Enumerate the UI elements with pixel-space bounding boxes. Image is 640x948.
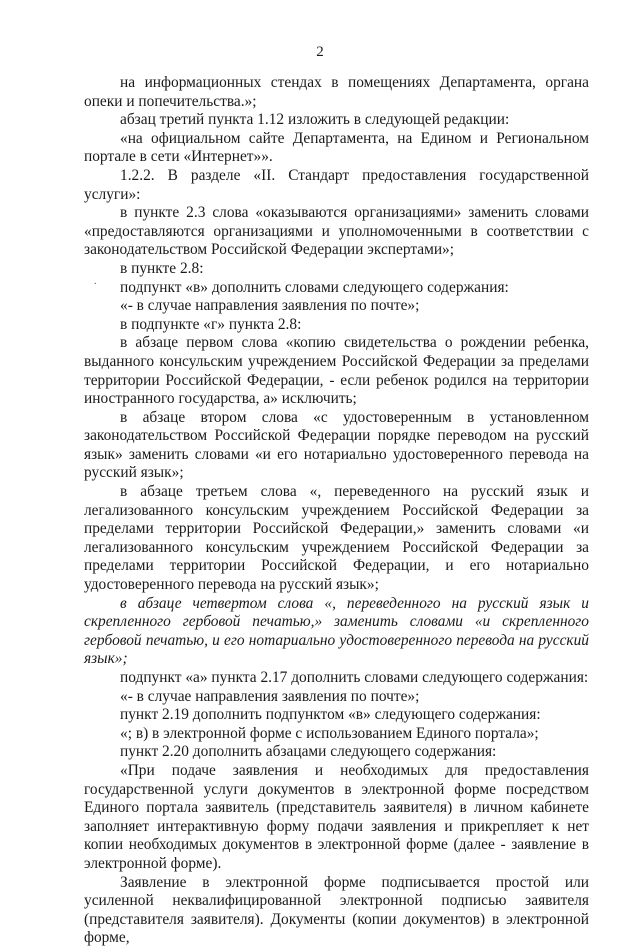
paragraph-4: 1.2.2. В разделе «II. Стандарт предоставления государственной услуги»: [84,166,589,203]
paragraph-7: подпункт «в» дополнить словами следующего содержания: [120,278,509,296]
paragraph-10: в абзаце первом слова «копию свидетельства о рождении ребенка, выданного консульским учреждением Российской Федерации за пределами территории Российской Федерации, - если ребенок родился на территории иностранного государства, а» исключить; [84,334,589,408]
paragraph-20: Заявление в электронной форме подписывается простой или усиленной неквалифицированной электронной подписью заявителя (представителя заявителя). Документы (копии документов) в электронной форме, [84,873,589,947]
paragraph-8: «- в случае направления заявления по почте»; [120,297,420,315]
page-number: 2 [316,44,324,60]
paragraph-11: в абзаце втором слова «с удостоверенным в установленном законодательством Российской Федерации порядке переводом на русский язык» заменить словами «и его нотариально удостоверенного перевода на русский язык»; [84,408,589,482]
paragraph-12: в абзаце третьем слова «, переведенного на русский язык и легализованного консульским учреждением Российской Федерации за пределами территории Российской Федерации,» заменить словами «и легализованного консульским учреждением Российской Федерации за пределами территории Российской Федерации, и его нотариально удостоверенного перевода на русский язык»; [84,483,589,594]
paragraph-19: «При подаче заявления и необходимых для предоставления государственной услуги документов в электронной форме посредством Единого портала заявитель (представитель заявителя) в личном кабинете заполняет интерактивную форму подачи заявления и прикрепляет к нет копии необходимых документов в электронной форме (далее - заявление в электронной форме). [84,761,589,872]
paragraph-3: «на официальном сайте Департамента, на Едином и Региональном портале в сети «Интернет»». [84,129,589,166]
paragraph-9: в подпункте «г» пункта 2.8: [120,315,302,333]
paragraph-16: пункт 2.19 дополнить подпунктом «в» следующего содержания: [120,706,541,724]
paragraph-1: на информационных стендах в помещениях Департамента, органа опеки и попечительства.»; [84,74,589,110]
paragraph-15: «- в случае направления заявления по почте»; [120,687,420,705]
paragraph-13: в абзаце четвертом слова «, переведенного на русский язык и скрепленного гербовой печатью,» заменить словами «и скрепленного гербовой печатью, и его нотариально удостоверенного перевода на русский язык»; [84,594,589,668]
paragraph-5: в пункте 2.3 слова «оказываются организациями» заменить словами «предоставляются организациями и уполномоченными в соответствии с законодательством Российской Федерации экспертами»; [84,204,589,259]
paragraph-2: абзац третий пункта 1.12 изложить в следующей редакции: [120,111,510,129]
paragraph-17: «; в) в электронной форме с использованием Единого портала»; [120,724,539,742]
document-body [84,74,589,948]
paragraph-6: в пункте 2.8: [120,259,204,277]
paragraph-14: подпункт «а» пункта 2.17 дополнить словами следующего содержания: [120,669,589,686]
margin-mark: . [94,276,97,287]
paragraph-18: пункт 2.20 дополнить абзацами следующего содержания: [120,743,497,761]
